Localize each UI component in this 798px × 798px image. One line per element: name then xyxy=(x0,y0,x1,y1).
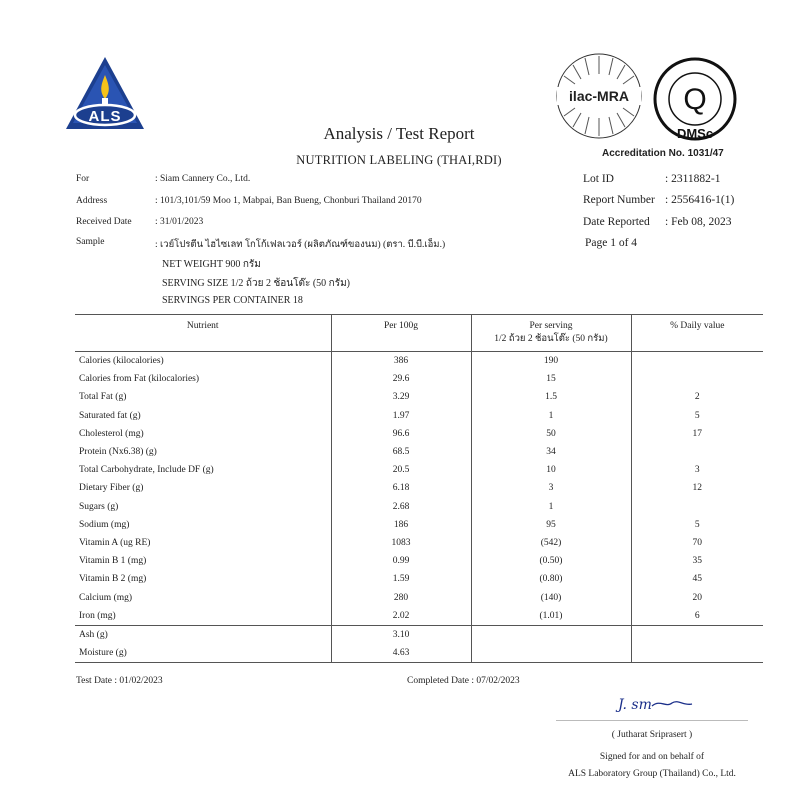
per100g-cell: 96.6 xyxy=(331,425,471,443)
per-serving-cell: 10 xyxy=(471,461,631,479)
per-serving-cell: (0.50) xyxy=(471,552,631,570)
signed-line-1: Signed for and on behalf of xyxy=(599,752,705,762)
report-number-label: Report Number xyxy=(583,194,655,206)
nutrition-table xyxy=(75,314,763,663)
page-indicator: Page 1 of 4 xyxy=(585,237,638,249)
daily-value-cell: 20 xyxy=(631,588,763,606)
per100g-cell: 0.99 xyxy=(331,552,471,570)
received-date-value: : 31/01/2023 xyxy=(155,217,204,227)
per100g-cell: 29.6 xyxy=(331,370,471,388)
table-row xyxy=(75,534,763,552)
address-value: : 101/3,101/59 Moo 1, Mabpai, Ban Bueng, Chonburi Thailand 20170 xyxy=(155,196,422,206)
seal-center-letter: Q xyxy=(683,83,707,116)
per100g-cell: 1.97 xyxy=(331,407,471,425)
per100g-cell: 1083 xyxy=(331,534,471,552)
per100g-cell: 3.29 xyxy=(331,388,471,406)
report-subtitle: NUTRITION LABELING (THAI,RDI) xyxy=(296,153,502,167)
nutrient-cell: Sodium (mg) xyxy=(79,519,130,530)
nutrient-cell: Calories from Fat (kilocalories) xyxy=(79,374,200,385)
signed-line-2: ALS Laboratory Group (Thailand) Co., Ltd. xyxy=(568,769,736,779)
per100g-cell: 20.5 xyxy=(331,461,471,479)
per-serving-cell: (0.80) xyxy=(471,570,631,588)
net-weight: NET WEIGHT 900 กรัม xyxy=(162,259,261,270)
table-row xyxy=(75,498,763,516)
signatory-name: ( Jutharat Sriprasert ) xyxy=(611,730,693,740)
signature xyxy=(610,694,700,716)
servings-per-container: SERVINGS PER CONTAINER 18 xyxy=(162,295,303,306)
nutrient-cell: Cholesterol (mg) xyxy=(79,428,144,439)
address-label: Address xyxy=(76,196,108,206)
table-row xyxy=(75,388,763,406)
nutrient-cell: Ash (g) xyxy=(79,629,108,640)
nutrient-cell: Calcium (mg) xyxy=(79,592,133,603)
for-label: For xyxy=(76,174,90,184)
per-serving-cell: 190 xyxy=(471,352,631,371)
per-serving-cell: (1.01) xyxy=(471,607,631,626)
table-row xyxy=(75,370,763,388)
header-per-100g: Per 100g xyxy=(331,315,471,352)
nutrient-cell: Total Fat (g) xyxy=(79,392,127,403)
nutrient-cell: Vitamin B 1 (mg) xyxy=(79,556,147,567)
daily-value-cell xyxy=(631,443,763,461)
report-number-value: : 2556416-1(1) xyxy=(665,194,735,206)
daily-value-cell: 70 xyxy=(631,534,763,552)
per100g-cell: 186 xyxy=(331,516,471,534)
per-serving-cell: 95 xyxy=(471,516,631,534)
daily-value-cell: 2 xyxy=(631,388,763,406)
daily-value-cell: 5 xyxy=(631,516,763,534)
nutrient-cell: Calories (kilocalories) xyxy=(79,356,164,367)
per-serving-cell: 15 xyxy=(471,370,631,388)
daily-value-cell: 5 xyxy=(631,407,763,425)
ilac-text: ilac-MRA xyxy=(569,88,629,104)
per100g-cell: 6.18 xyxy=(331,479,471,497)
received-date-label: Received Date xyxy=(76,217,132,227)
per100g-cell: 386 xyxy=(331,352,471,371)
daily-value-cell: 17 xyxy=(631,425,763,443)
nutrient-cell: Moisture (g) xyxy=(79,648,127,659)
header-daily-value: % Daily value xyxy=(631,315,763,352)
per100g-cell: 1.59 xyxy=(331,570,471,588)
serving-size: SERVING SIZE 1/2 ถ้วย 2 ช้อนโต๊ะ (50 กรัม) xyxy=(162,278,350,289)
daily-value-cell: 3 xyxy=(631,461,763,479)
sample-label: Sample xyxy=(76,237,105,247)
page-title: Analysis / Test Report xyxy=(323,124,475,143)
nutrient-cell: Total Carbohydrate, Include DF (g) xyxy=(79,465,214,476)
per-serving-cell: 1.5 xyxy=(471,388,631,406)
header-per-serving-line1: Per serving xyxy=(529,321,573,331)
nutrient-cell: Iron (mg) xyxy=(79,610,116,621)
nutrition-table-body xyxy=(75,352,763,663)
daily-value-cell xyxy=(631,370,763,388)
seal-bottom-text: DMSc xyxy=(676,126,714,141)
per-serving-cell: 34 xyxy=(471,443,631,461)
signature-line xyxy=(556,720,748,721)
daily-value-cell xyxy=(631,644,763,663)
lot-id-label: Lot ID xyxy=(583,173,614,185)
table-row xyxy=(75,443,763,461)
table-row xyxy=(75,588,763,606)
table-row xyxy=(75,516,763,534)
per-serving-cell xyxy=(471,625,631,644)
per-serving-cell: 50 xyxy=(471,425,631,443)
accreditation-number: Accreditation No. 1031/47 xyxy=(602,148,724,159)
daily-value-cell xyxy=(631,498,763,516)
date-reported-label: Date Reported xyxy=(583,216,650,228)
daily-value-cell: 45 xyxy=(631,570,763,588)
nutrient-cell: Dietary Fiber (g) xyxy=(79,483,144,494)
table-row xyxy=(75,607,763,626)
per-serving-cell: 3 xyxy=(471,479,631,497)
per100g-cell: 2.68 xyxy=(331,498,471,516)
per100g-cell: 3.10 xyxy=(331,625,471,644)
date-reported-value: : Feb 08, 2023 xyxy=(665,216,732,228)
daily-value-cell: 6 xyxy=(631,607,763,626)
test-date: Test Date : 01/02/2023 xyxy=(76,676,163,686)
for-value: : Siam Cannery Co., Ltd. xyxy=(155,174,251,184)
table-row xyxy=(75,644,763,663)
signature-text: J. sm xyxy=(618,697,652,713)
table-row xyxy=(75,570,763,588)
per100g-cell: 2.02 xyxy=(331,607,471,626)
sample-value: : เวย์โปรตีน ไฮไซเลท โกโก้เฟลเวอร์ (ผลิตภัณฑ์ของนม) (ตรา. บี.บี.เอ็ม.) xyxy=(155,240,446,250)
table-row xyxy=(75,461,763,479)
als-logo-text: ALS xyxy=(88,108,122,125)
table-row xyxy=(75,479,763,497)
completed-date: Completed Date : 07/02/2023 xyxy=(407,676,520,686)
per100g-cell: 4.63 xyxy=(331,644,471,663)
nutrient-cell: Sugars (g) xyxy=(79,501,119,512)
per-serving-cell: (542) xyxy=(471,534,631,552)
table-row xyxy=(75,407,763,425)
daily-value-cell: 12 xyxy=(631,479,763,497)
per100g-cell: 68.5 xyxy=(331,443,471,461)
nutrient-cell: Protein (Nx6.38) (g) xyxy=(79,447,157,458)
lot-id-value: : 2311882-1 xyxy=(665,173,721,185)
nutrient-cell: Vitamin A (ug RE) xyxy=(79,537,151,548)
per-serving-cell: 1 xyxy=(471,498,631,516)
table-row xyxy=(75,552,763,570)
per100g-cell: 280 xyxy=(331,588,471,606)
header-per-serving xyxy=(471,315,631,352)
per-serving-cell: 1 xyxy=(471,407,631,425)
nutrient-cell: Vitamin B 2 (mg) xyxy=(79,574,147,585)
nutrient-cell: Saturated fat (g) xyxy=(79,410,141,421)
per-serving-cell: (140) xyxy=(471,588,631,606)
header-per-serving-line2: 1/2 ถ้วย 2 ช้อนโต๊ะ (50 กรัม) xyxy=(494,334,608,344)
daily-value-cell xyxy=(631,352,763,371)
table-row xyxy=(75,625,763,644)
table-row xyxy=(75,352,763,371)
daily-value-cell: 35 xyxy=(631,552,763,570)
header-nutrient: Nutrient xyxy=(186,321,219,331)
per-serving-cell xyxy=(471,644,631,663)
table-row xyxy=(75,425,763,443)
daily-value-cell xyxy=(631,625,763,644)
